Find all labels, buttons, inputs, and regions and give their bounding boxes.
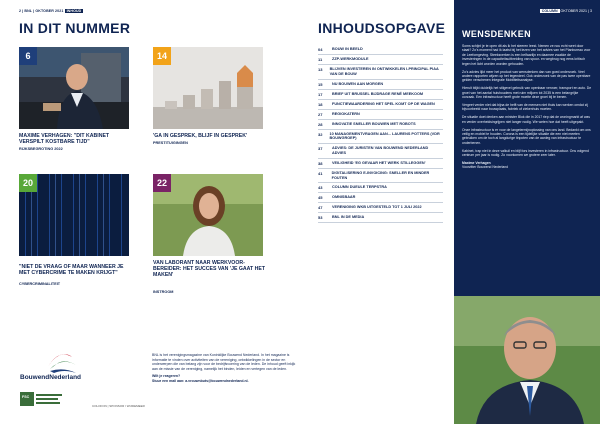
brand-logo [20,345,130,385]
toc-entry-text: ADVIES: DE JURISTEN VAN BOUWEND NEDERLAND ADVIES [331,146,429,155]
toc-page-number: 45 [318,195,323,201]
feature-card-1[interactable] [19,47,129,167]
column-header: COLUMN OKTOBER 2021 | 3 [541,9,592,13]
colofon-text: BNL is het verenigingsmagazine van Koninklijke Bouwend Nederland. In het magazine is informatie te vinden over activiteiten van de vereniging, ontwikkelingen in de sector en onderwerpen die van belang zijn voor de bedrijfsvoering van de leden. De inhoud geeft inkijk aan de missie van de vereniging, namelijk het binden, leiden en vertegen van de leden. [152,353,296,371]
page-badge: 22 [153,174,171,192]
toc-row[interactable] [318,110,443,120]
issue-date: OKTOBER 2021 [35,9,64,13]
toc-row[interactable] [318,45,443,55]
brand-name: BouwendNederland [20,374,82,381]
column-paragraph: Vergeet verder niet dat bijna de helft van de mensen niet thuis kan werken omdat zij bijvoorbeeld naar bouwplaats, fabriek of ziekenhuis moeten. [462,102,588,112]
column-tag: COLUMN [541,9,558,13]
author-photo [454,296,600,424]
toc-page-number: 53 [318,215,323,221]
toc-page-number: 41 [318,170,323,176]
fsc-label: FSC [22,395,30,399]
table-of-contents [318,45,443,223]
feature-subtitle: RIJKSBEGROTING 2022 [19,147,63,151]
page-badge: 6 [19,47,37,65]
toc-row[interactable] [318,90,443,100]
toc-entry-text: BNL IN DE MEDIA [332,215,365,220]
toc-row[interactable] [318,193,443,203]
toc-entry-text: BRIEF UIT BRUSSEL BIJDRAGE RENÉ MEEKOOM [332,91,424,96]
feature-title: MAXIME VERHAGEN: "DIT KABINET VERSPILT KOSTBARE TIJD" [19,133,110,146]
feature-title: "NIET DE VRAAG OF MAAR WANNEER JE MET CYBERCRIME TE MAKEN KRIJGT" [19,264,124,277]
column-paragraph: De situatie doet denken aan minister Blok die in 2017 riep dat de woningmarkt af was en verder overheidsingrijpen niet langer nodig. We weten hoe dat heeft uitgepakt. [462,115,590,124]
column-page-number: 3 [590,9,592,13]
column-paragraph: Onze infrastructuur is er voor de langetermijnoplossing van ons land. Bedankt om ons veilig en mobiel te houden. Corona is een tijdelijke situatie die een niet meeten gebruiken om de toch al langdurige tinpoten van de aanleg van infrastructuur te onderbenen. [462,127,591,145]
toc-page-number: 27 [318,111,323,117]
toc-entry-text: VEILIGHEID 'EG GEVAAR HET WERK STILLEGGEN' [332,160,426,165]
column-heading: WENSDENKEN [462,29,532,39]
toc-row[interactable] [318,169,443,184]
signature-name: Maxime Verhagen [462,161,491,166]
feature-subtitle: INSTROOM [153,290,174,294]
toc-entry-text: FUNCTIEWAARDERING HET SPEL KOMT OP DE WAGEN [332,101,435,106]
toc-entry-text: BLIJVEN INVESTEREN IN ONTWIKKELEN I-PRINCIPAL PIAA VAN DE BOUW [329,67,439,76]
page-title: IN DIT NUMMER [19,20,131,36]
feature-card-4[interactable] [153,174,266,304]
toc-entry-text: NU BOUWEN AAN MORGEN [332,81,384,86]
feature-title: 'GA IN GESPREK, BLIJF IN GESPREK' [153,133,248,139]
toc-row[interactable] [318,213,443,223]
column-paragraph: Soms schijnt je te open dit als ik het steeren leest. Nemen ze nou echt weet door staat? Zo's moment had ik laatst bij het lezen van het advies van het Planbureau voor de Leefomgeving. Steeksverken is een belfaarlijn en daarnee zwakke de investeringen in de capaciteitsuitbreiding van spoor- en wegbrug nog eens kritisch tegen het licht worden worden gehouden. [462,44,591,66]
toc-page-number: 11 [318,57,323,62]
page-badge: 20 [19,174,37,192]
toc-page-number: 13 [318,67,323,72]
toc-page-number: 47 [318,205,323,211]
magazine-name: BNL [24,9,33,13]
toc-entry-text: ZZP-WERKMODULE [332,57,369,61]
toc-row[interactable] [318,183,443,193]
column-body [462,44,592,170]
toc-row[interactable] [318,80,443,90]
signature-role: Voorzitter Bouwend Nederland [462,165,508,170]
column-issue: OKTOBER 2021 [560,9,588,13]
colofon-question: Wilt je reageren? [152,374,181,378]
toc-row[interactable] [318,65,443,80]
colofon-contact[interactable]: Stuur een mail aan: a.vrouwnbuts@bouwendnederland.nl. [152,378,249,383]
toc-row[interactable] [318,120,443,130]
feature-title: VAN LABORANT NAAR WERKVOOR-BEREIDER: HET SUCCES VAN 'JE GAAT HET MAKEN' [153,260,266,279]
page-header: 2 | BNL | OKTOBER 2021 INHOUD [19,9,82,13]
toc-page-number: 43 [318,185,323,191]
toc-row[interactable] [318,159,443,169]
toc-entry-text: COLUMN DUEULE TERPSTRA [332,185,387,190]
toc-row[interactable] [318,55,443,65]
toc-entry-text: REGIOKATERN [332,111,360,116]
column-panel [454,0,600,424]
section-tag: INHOUD [66,9,82,13]
column-paragraph: Zo's advies lijkt meer het product van wensdenken dan van goed onderzoek. Veel andere rapporten wijzen op het tegendeel. Ook onderzoek van de pas twee openbare gelden verschenen Integrale Mobiliteitsanalyse. [462,69,591,83]
toc-row[interactable] [318,203,443,213]
toc-page-number: 38 [318,160,323,166]
feature-card-2[interactable] [153,47,263,167]
toc-title: INHOUDSOPGAVE [318,20,446,36]
toc-entry-text: VERENIGING WKB UITGESTELD TOT 1 JULI 2022 [332,205,422,210]
toc-entry-text: OMNISBAAR [332,195,356,200]
toc-page-number: 28 [318,121,323,127]
toc-row[interactable] [318,100,443,110]
credit-line: COLOFON | SPONSOR / WIJDEMEER [92,404,145,408]
column-paragraph: Hieruit blijkt duidelijk het stilgevel gebruik van openbaar vervoer, transport en auto. De groei van het aantal huishoudens met ruim miljoen tot 2035 is een belangrijke oorzaak. Een infrastructuur heeft grote moeite deze groei bij te benen. [462,86,592,100]
column-paragraph: Kabinet, trap niet in deze valkuil en blijf fors investeren in infrastructuur. Ons volgend centrum per jaar is nodig. Zo voorkomen we grotere zeer later. [462,148,589,158]
toc-entry-text: BOUW IN BEELD [332,47,363,51]
toc-page-number: 15 [318,81,323,87]
toc-page-number: 17 [318,91,323,97]
fsc-logo [20,392,64,410]
toc-entry-text: 10 MANAGEMENTVRAGEN AAN... LAURENS POTTERS (VDR BOUWGROEP) [329,131,440,141]
toc-page-number: 04 [318,47,323,52]
toc-page-number: 37 [318,146,323,152]
page-number: 2 [19,9,22,13]
feature-card-3[interactable] [19,174,129,304]
toc-page-number: 32 [318,131,323,137]
feature-subtitle: PRESTITUIGINGEN [153,141,188,145]
toc-row[interactable] [318,144,443,159]
page-badge: 14 [153,47,171,65]
toc-entry-text: DIGITALISERING E-INVOICING: SNELLER EN MINDER FOUTEN [331,170,430,180]
toc-row[interactable] [318,130,443,145]
feature-subtitle: CYBERCRIMINALITEIT [19,282,61,286]
toc-entry-text: INNOVATIE SNELLER BOUWEN MET ROBOTS [332,121,416,126]
colofon [152,353,300,383]
toc-page-number: 18 [318,101,323,107]
